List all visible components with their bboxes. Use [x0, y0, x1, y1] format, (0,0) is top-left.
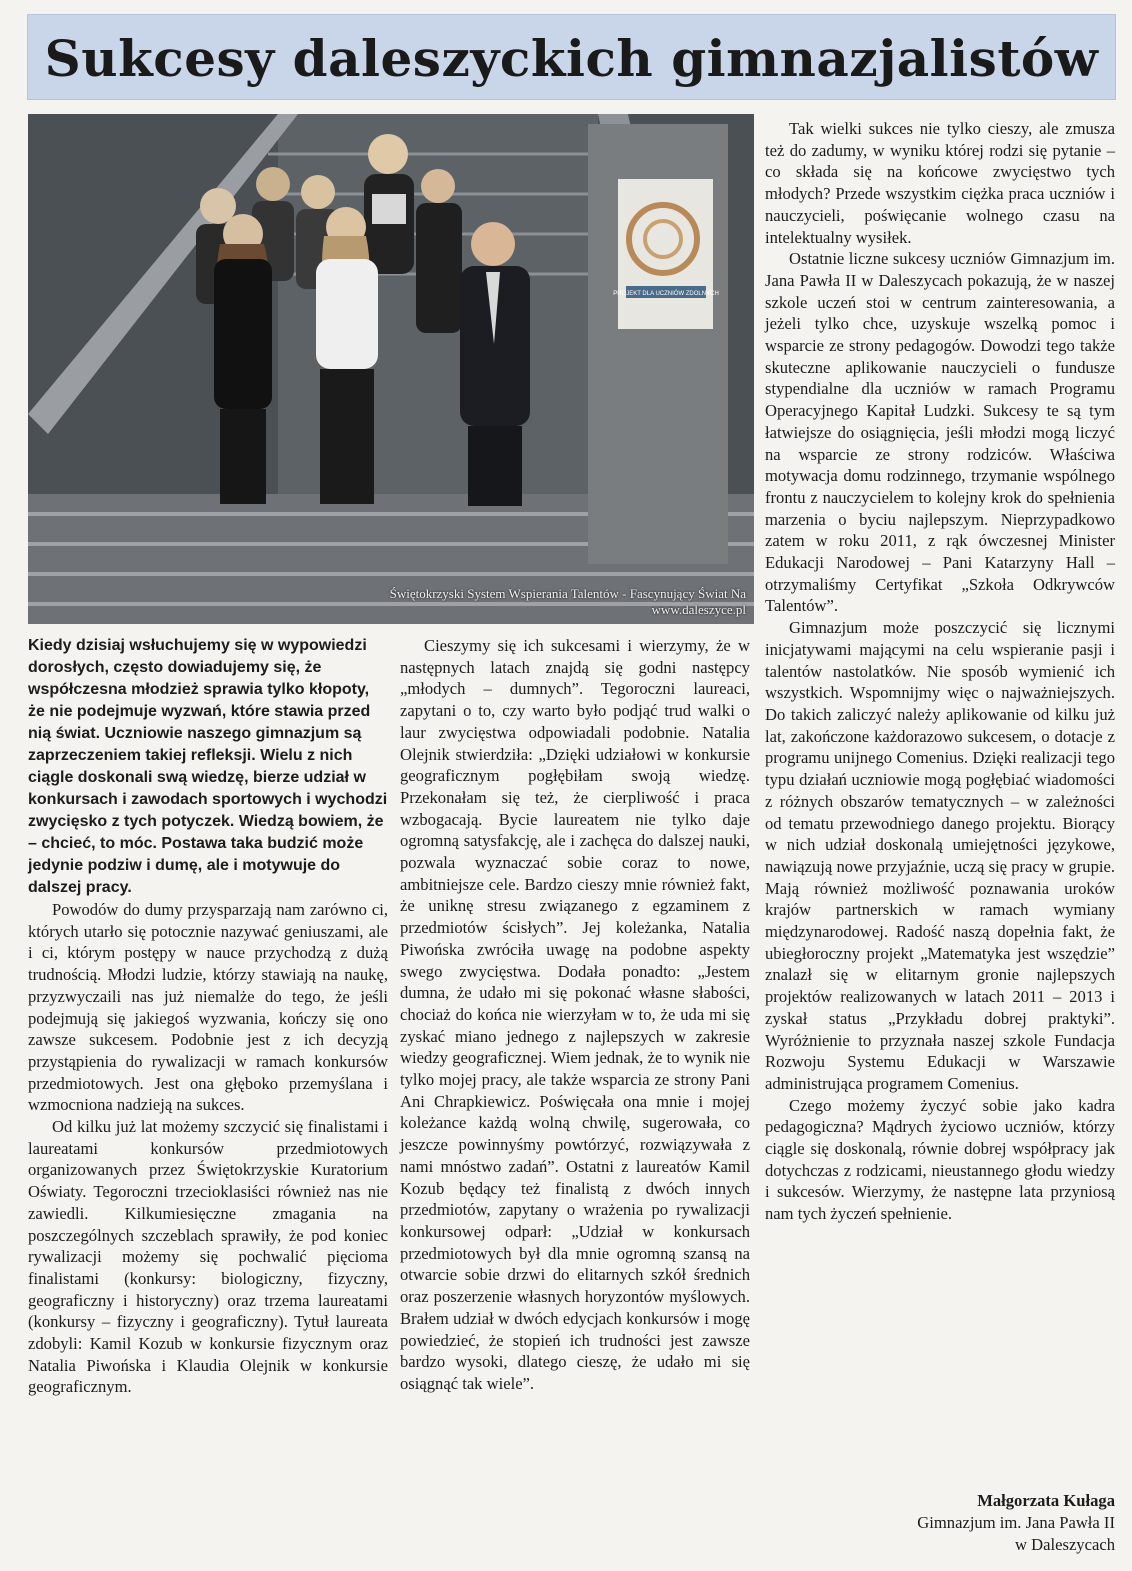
column-middle — [400, 635, 750, 1395]
photo-caption-line1: Świętokrzyski System Wspierania Talentów - Fascynujący Świat Na — [389, 586, 746, 601]
paragraph: Tak wielki sukces nie tylko cieszy, ale zmusza też do zadumy, w wyniku której rodzi się pytanie – co składa się na końcowe zwycięstwo tych młodych? Przede wszystkim ciężka praca uczniów i nauczycieli, poświęcanie wolnego czasu na intelektualny wysiłek. — [765, 119, 1115, 247]
author-affiliation-line1: Gimnazjum im. Jana Pawła II — [917, 1513, 1115, 1532]
signature — [765, 1490, 1115, 1556]
paragraph: Od kilku już lat możemy szczycić się finalistami i laureatami konkursów przedmiotowych organizowanych przez Świętokrzyskie Kuratorium Oświaty. Tegoroczni trzecioklasiści również nas nie zawiedli. Kilkumiesięczne zmagania na poszczególnych szczeblach sprawiły, że pod koniec rywalizacji możemy się pochwalić pięcioma finalistami (konkursy: biologiczny, fizyczny, geograficzny i historyczny) oraz trzema laureatami (konkursy – fizyczny i geograficzny). Tytuł laureata zdobyli: Kamil Kozub w konkursie fizycznym oraz Natalia Piwońska i Klaudia Olejnik w konkursie geograficznym. — [28, 1117, 388, 1397]
title-band — [27, 14, 1116, 100]
paragraph: Czego możemy życzyć sobie jako kadra pedagogiczna? Mądrych życiowo uczniów, którzy ciągle się doskonalą, równie dobrej współpracy jak dotychczas z rodzicami, nieustannego głodu wiedzy i sukcesów. Wierzymy, że następne lata przyniosą nam tych życzeń spełnienie. — [765, 1095, 1115, 1224]
photo-caption — [28, 586, 746, 618]
paragraph: Ostatnie liczne sukcesy uczniów Gimnazjum im. Jana Pawła II w Daleszycach pokazują, że w naszej szkole uczeń stoi w centrum zainteresowania, a jeżeli tylko chce, uzyskuje wszelką pomoc i wsparcie ze strony pedagogów. Dowodzi tego także skuteczne aplikowanie nauczycieli o fundusze stypendialne dla uczniów w ramach Programu Operacyjnego Kapitał Ludzki. Sukcesy te są tym łatwiejsze do osiągnięcia, jeśli młodzi mogą liczyć na wsparcie ze strony rodziców. Właściwa motywacja domu rodzinnego, trzymanie wspólnego frontu z nauczycielem to kolejny krok do spełnienia marzenia o byciu najlepszym. Nieprzypadkowo zatem w roku 2011, z rąk ówczesnej Minister Edukacji Narodowej – Pani Katarzyny Hall – otrzymaliśmy Certyfikat „Szkoła Odkrywców Talentów”. — [765, 249, 1115, 616]
author-name: Małgorzata Kułaga — [977, 1491, 1115, 1510]
column-right — [765, 118, 1115, 1225]
paragraph: Powodów do dumy przysparzają nam zarówno ci, których utarło się potocznie nazywać geniuszami, ale i ci, którym postępy w nauce przychodzą z dużą trudnością. Młodzi ludzie, którzy stawiają na naukę, przyzwyczaili nas już niemalże do tego, że jeśli podejmują się jakiegoś wyzwania, kończy się ono zawsze sukcesem. Podobnie jest z ich decyzją przystąpienia do rywalizacji w ramach konkursów przedmiotowych. Jest ona głęboko przemyślana i wzmocniona nadzieją na sukces. — [28, 900, 388, 1115]
author-affiliation-line2: w Daleszycach — [1015, 1535, 1115, 1554]
poster-text: PROJEKT DLA UCZNIÓW ZDOLNYCH — [613, 291, 719, 297]
lead-paragraph: Kiedy dzisiaj wsłuchujemy się w wypowiedzi dorosłych, często dowiadujemy się, że współczesna młodzież sprawia tylko kłopoty, że nie podejmuje wyzwań, które stawia przed nią świat. Uczniowie naszego gimnazjum są zaprzeczeniem takiej refleksji. Wielu z nich ciągle doskonali swą wiedzę, bierze udział w konkursach i zawodach sportowych i wychodzi zwycięsko z tych potyczek. Wiedzą bowiem, że – chcieć, to móc. Postawa taka budzić może jedynie podziw i dumę, ale i motywuje do dalszej pracy. — [28, 637, 388, 896]
article-title: Sukcesy daleszyckich gimnazjalistów — [44, 29, 1099, 88]
photo-caption-line2: www.daleszyce.pl — [651, 602, 746, 617]
paragraph: Gimnazjum może poszczycić się licznymi inicjatywami mającymi na celu wspieranie pasji i talentów nastolatków. Nie sposób wymienić ich wszystkich. Wspomnijmy więc o najważniejszych. Do takich zaliczyć należy aplikowanie od kilku już lat, zakończone każdorazowo sukcesem, o dotacje z programu unijnego Comenius. Dzięki realizacji tego typu działań uczniowie mogą pogłębiać wiadomości z różnych obszarów tematycznych – w zależności od tematu przewodniego danego projektu. Biorący w nich udział doskonalą umiejętności językowe, nawiązują nowe przyjaźnie, uczą się pracy w grupie. Mają również możliwość poznawania uroków krajów partnerskich w ramach wymiany międzynarodowej. Radość naszą dopełnia fakt, że ubiegłoroczny projekt „Matematyka jest wszędzie” znalazł się w elitarnym gronie najlepszych projektów realizowanych w latach 2011 – 2013 i zyskał status „Przykładu dobrej praktyki”. Wyróżnienie to przyznała naszej szkole Fundacja Rozwoju Systemu Edukacji w Warszawie administrująca programem Comenius. — [765, 618, 1115, 1093]
column-left — [28, 635, 388, 1398]
paragraph: Cieszymy się ich sukcesami i wierzymy, że w następnych latach znajdą się godni następcy „młodych – dumnych”. Tegoroczni laureaci, zapytani o to, czy warto było podjąć trud walki o laur zwycięstwa odpowiadali podobnie. Natalia Olejnik stwierdziła: „Dzięki udziałowi w konkursie geograficznym pogłębiłam swoją wiedzę. Przekonałam się też, że cierpliwość i praca wzbogacają. Bycie laureatem nie tylko daje ogromną satysfakcję, ale i zachęca do dalszej nauki, pozwala wyznaczać sobie coraz to nowe, ambitniejsze cele. Bardzo cieszy mnie również fakt, że uniknę stresu związanego z egzaminem z przedmiotów ścisłych”. Jej koleżanka, Natalia Piwońska zwróciła uwagę na podobne aspekty swego zwycięstwa. Dodała ponadto: „Jestem dumna, że udało mi się pokonać własne słabości, chociaż do końca nie wierzyłam w to, że uda mi się zyskać miano jednego z najlepszych w zakresie wiedzy geograficznej. Wiem jednak, że to wynik nie tylko mojej pracy, ale także wsparcia ze strony Pani Ani Chrapkiewicz. Poświęcała ona mnie i mojej koleżance każdą wolną chwilę, sugerowała, co jeszcze powinnyśmy powtórzyć, rozwiązywała z nami mnóstwo zadań”. Ostatni z laureatów Kamil Kozub będący też finalistą z dwóch innych przedmiotów, zapytany o wrażenia po rywalizacji konkursowej odparł: „Udział w konkursach przedmiotowych był dla mnie ogromną szansą na otwarcie sobie drzwi do elitarnych szkół średnich oraz poszerzenie własnych horyzontów myślowych. Brałem udział w dwóch edycjach konkursów i mogę powiedzieć, że stopień ich trudności jest zawsze bardzo wysoki, dlatego cieszę, że udało mi się osiągnąć tak wiele”. — [400, 636, 750, 1393]
article-photo — [28, 114, 754, 624]
group-photo-illustration — [28, 114, 754, 624]
